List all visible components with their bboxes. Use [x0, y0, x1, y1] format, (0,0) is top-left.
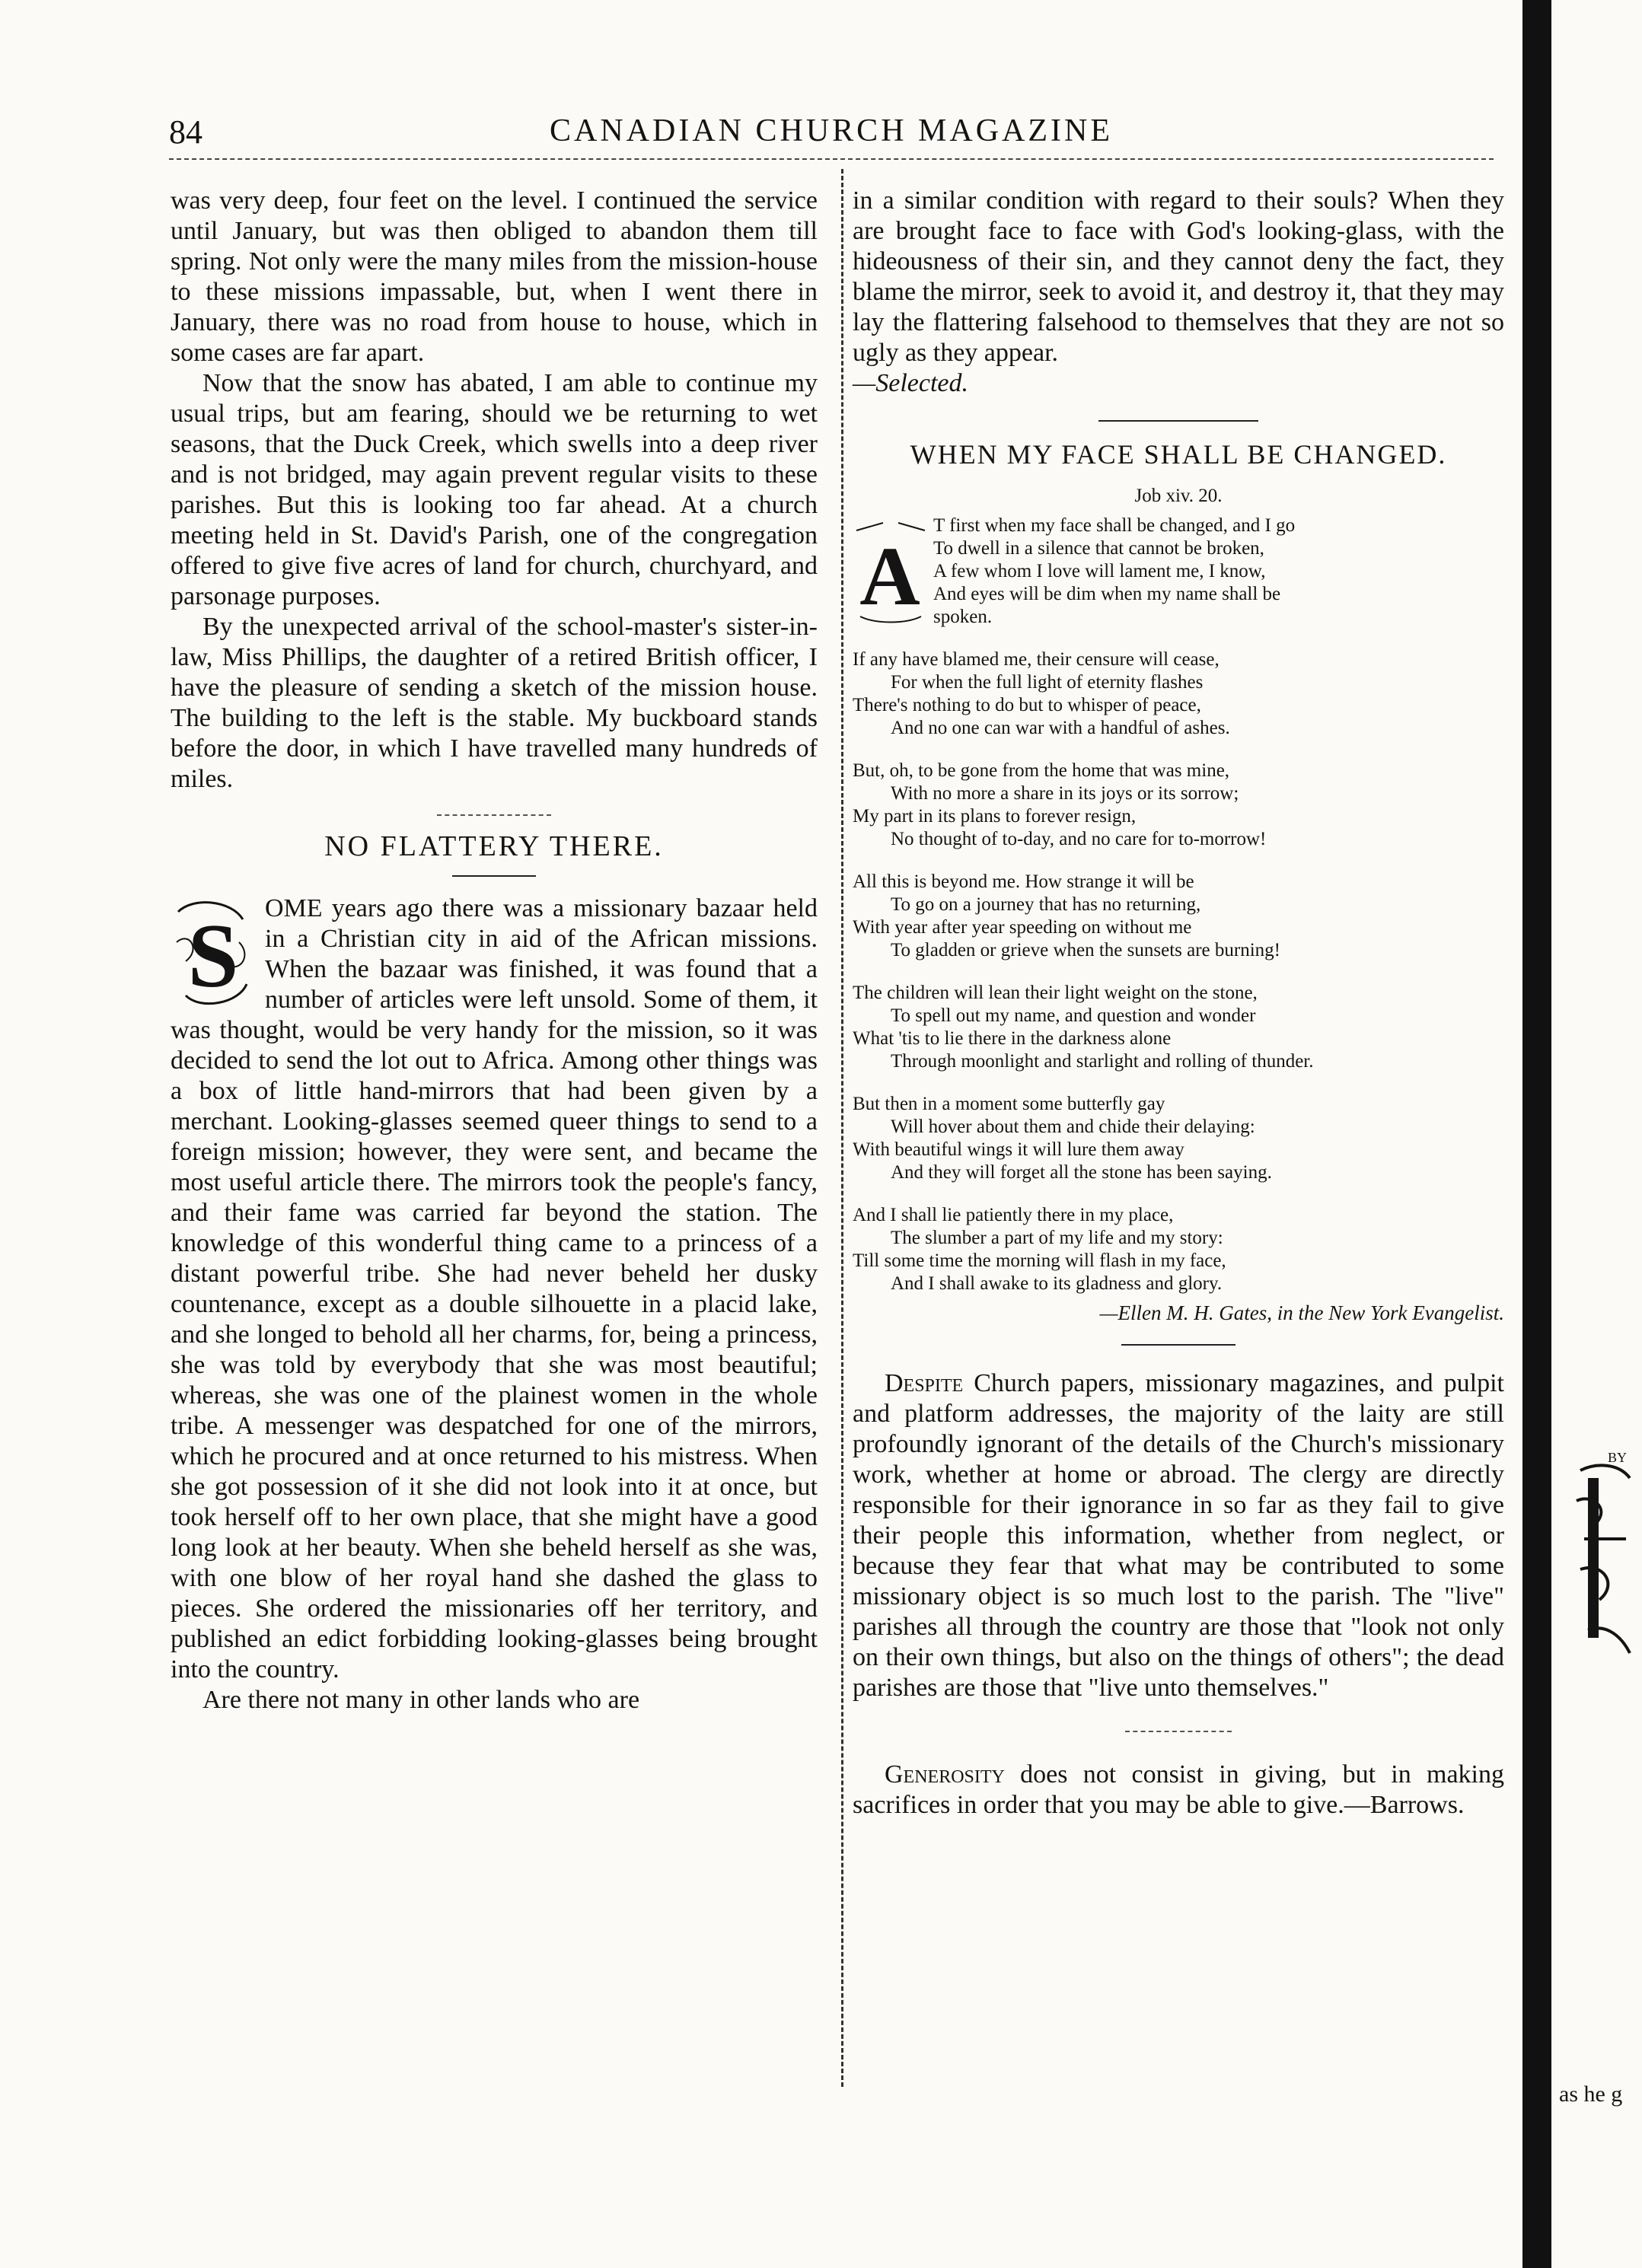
- poem-stanza-1: [853, 514, 1504, 629]
- ornamental-initial-fragment-icon: [1565, 1455, 1634, 1661]
- poem-stanza-5: [853, 982, 1504, 1073]
- poem-line: The slumber a part of my life and my story:: [891, 1228, 1223, 1248]
- poem-stanza-7: [853, 1204, 1504, 1295]
- ornamental-dropcap-s-icon: [171, 897, 256, 1011]
- poem-line: A few whom I love will lament me, I know,: [933, 561, 1266, 581]
- poem-line: To dwell in a silence that cannot be broken,: [933, 538, 1264, 559]
- poem-attribution: —Ellen M. H. Gates, in the New York Evangelist.: [1099, 1301, 1504, 1324]
- poem-line: And I shall lie patiently there in my place,: [853, 1205, 1174, 1225]
- poem-stanza-4: [853, 871, 1504, 962]
- poem-end-separator: [1121, 1344, 1235, 1346]
- poem-line: With year after year speeding on without me: [853, 917, 1192, 938]
- edge-fragment-top: BY: [1608, 1450, 1628, 1465]
- poem: [853, 514, 1504, 1324]
- left-paragraph-1: was very deep, four feet on the level. I continued the service until January, but was then obliged to abandon them till spring. Not only were the many miles from the mission-house to these missions impassable, but, when I went there in January, there was no road from house to house, which in some cases are far apart.: [171, 186, 818, 367]
- poem-line: With no more a share in its joys or its sorrow;: [891, 783, 1239, 804]
- left-column: [171, 186, 818, 1715]
- generosity-lead: Generosity: [885, 1760, 1005, 1789]
- poem-line: And I shall awake to its gladness and glory.: [891, 1273, 1223, 1294]
- edge-fragment-bottom: as he g: [1559, 2082, 1623, 2107]
- svg-text:A: A: [859, 530, 920, 623]
- poem-line: And eyes will be dim when my name shall be: [933, 584, 1281, 604]
- poem-stanza-3: [853, 760, 1504, 851]
- poem-line: To gladden or grieve when the sunsets are burning!: [891, 940, 1280, 960]
- poem-line: And no one can war with a handful of ashes.: [891, 718, 1230, 738]
- poem-line: spoken.: [933, 607, 993, 627]
- despite-paragraph: [853, 1368, 1504, 1703]
- page-number: 84: [169, 113, 202, 151]
- header-rule: [169, 158, 1494, 160]
- svg-text:S: S: [187, 905, 239, 1006]
- generosity-paragraph: [853, 1760, 1504, 1820]
- column-divider: [841, 169, 843, 2087]
- poem-stanza-2: [853, 648, 1504, 740]
- left-paragraph-2: Now that the snow has abated, I am able to continue my usual trips, but am fearing, should we be returning to wet seasons, that the Duck Creek, which swells into a deep river and is not bridged, may again prevent regular visits to these parishes. But this is looking too far ahead. At a church meeting held in St. David's Parish, one of the congregation offered to give five acres of land for church, churchyard, and parsonage purposes.: [171, 369, 818, 610]
- poem-line: My part in its plans to forever resign,: [853, 806, 1137, 827]
- right-column: [853, 186, 1504, 1820]
- left-paragraph-3: By the unexpected arrival of the school-master's sister-in-law, Miss Phillips, the daughter of a retired British officer, I have the pleasure of sending a sketch of the mission house. The building to the left is the stable. My buckboard stands before the door, in which I have travelled many hundreds of miles.: [171, 613, 818, 793]
- section-title-no-flattery: NO FLATTERY THERE.: [324, 830, 664, 862]
- scan-edge-binding: [1522, 0, 1551, 2268]
- ornamental-dropcap-a-icon: [853, 519, 927, 626]
- poem-title: WHEN MY FACE SHALL BE CHANGED.: [910, 439, 1447, 470]
- poem-line: Will hover about them and chide their delaying:: [891, 1116, 1255, 1137]
- poem-stanza-6: [853, 1093, 1504, 1184]
- running-title: CANADIAN CHURCH MAGAZINE: [550, 113, 1113, 148]
- poem-line: All this is beyond me. How strange it will be: [853, 871, 1194, 892]
- poem-line: And they will forget all the stone has been saying.: [891, 1162, 1272, 1183]
- poem-separator: [1098, 420, 1258, 422]
- poem-line: Till some time the morning will flash in my face,: [853, 1250, 1226, 1271]
- despite-text: Church papers, missionary magazines, and pulpit and platform addresses, the majority of the laity are still profoundly ignorant of the details of the Church's missionary work, whether at home or abroad. The clergy are directly responsible for their ignorance in so far as they fail to give their people this information, whether from neglect, or because they fear that what may be contributed to some missionary object is so much lost to the parish. The "live" parishes all through the country are those that "look not only on their own things, but also on the things of others"; the dead parishes are those that "live unto themselves.": [853, 1369, 1504, 1702]
- right-paragraph-1: in a similar condition with regard to their souls? When they are brought face to face with God's looking-glass, with the hideousness of their sin, and they cannot deny the fact, they blame the mirror, seek to avoid it, and destroy it, that they may lay the flattering falsehood to themselves that they are not so ugly as they appear.: [853, 186, 1504, 367]
- poem-line: No thought of to-day, and no care for to-morrow!: [891, 829, 1267, 849]
- right-paragraph-1-source: —Selected.: [853, 369, 968, 397]
- page-header: [169, 113, 1494, 158]
- despite-lead: Despite: [885, 1369, 964, 1397]
- generosity-text: does not consist in giving, but in making sacrifices in order that you may be able to give.—Barrows.: [853, 1760, 1504, 1819]
- title-underline: [452, 875, 536, 877]
- generosity-separator: [1125, 1731, 1232, 1732]
- left-paragraph-5: Are there not many in other lands who are: [202, 1686, 640, 1714]
- poem-line: The children will lean their light weight on the stone,: [853, 983, 1258, 1003]
- poem-line: There's nothing to do but to whisper of peace,: [853, 695, 1201, 715]
- poem-line: But, oh, to be gone from the home that was mine,: [853, 760, 1230, 781]
- poem-line: With beautiful wings it will lure them away: [853, 1139, 1184, 1160]
- poem-line: But then in a moment some butterfly gay: [853, 1094, 1165, 1114]
- poem-line: For when the full light of eternity flashes: [891, 672, 1204, 693]
- verse-reference: Job xiv. 20.: [1134, 486, 1223, 506]
- poem-line: What 'tis to lie there in the darkness alone: [853, 1028, 1172, 1049]
- poem-line: To spell out my name, and question and wonder: [891, 1005, 1256, 1026]
- poem-line: Through moonlight and starlight and rolling of thunder.: [891, 1051, 1314, 1072]
- poem-line: To go on a journey that has no returning,: [891, 894, 1201, 915]
- left-paragraph-4: OME years ago there was a missionary bazaar held in a Christian city in aid of the African missions. When the bazaar was finished, it was found that a number of articles were left unsold. Some of them, it was thought, would be very handy for the mission, so it was decided to send the lot out to Africa. Among other things was a box of little hand-mirrors that had been given by a merchant. Looking-glasses seemed queer things to send to a foreign mission; however, they were sent, and became the most useful article there. The mirrors took the people's fancy, and their fame was carried far beyond the station. The knowledge of this wonderful thing came to a princess of a distant powerful tribe. She had never beheld her dusky countenance, except as a double silhouette in a placid lake, and she longed to behold all her charms, for, being a princess, she was told by everybody that she was most beautiful; whereas, she was one of the plainest women in the whole tribe. A messenger was despatched for one of the mirrors, which he procured and at once returned to his mistress. When she got possession of it she did not look into it at once, but took herself off to her own place, that she might have a good long look at her beauty. When she beheld herself as she was, with one blow of her royal hand she dashed the glass to pieces. She ordered the missionaries off her territory, and published an edict forbidding looking-glasses being brought into the country.: [171, 894, 818, 1683]
- section-separator: [437, 814, 551, 816]
- poem-line: If any have blamed me, their censure will cease,: [853, 649, 1220, 670]
- poem-line: T first when my face shall be changed, and I go: [933, 515, 1296, 536]
